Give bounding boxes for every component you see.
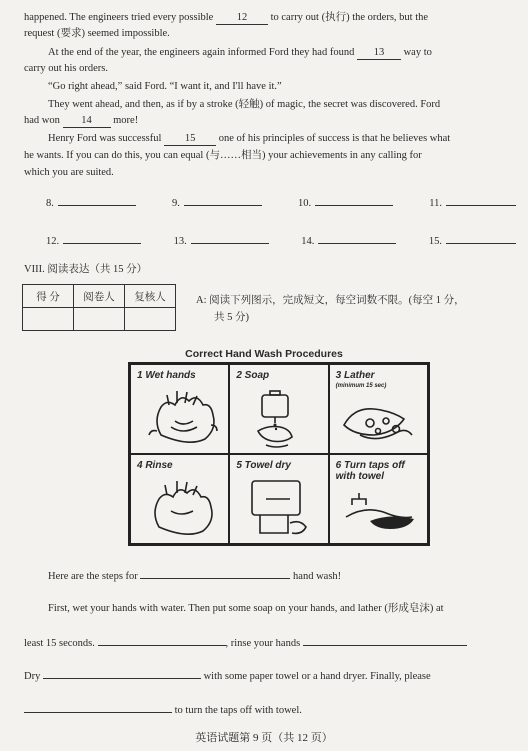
fill-line-4 [24, 669, 431, 683]
fill-blank-5[interactable] [24, 703, 172, 713]
answer-number: 8. [46, 198, 54, 209]
fill-text: with some paper towel or a hand dryer. Finally, please [203, 671, 431, 682]
score-table [22, 284, 176, 331]
passage-text: had won [24, 115, 60, 126]
answer-number: 9. [172, 198, 180, 209]
figure-title: Correct Hand Wash Procedures [185, 348, 343, 360]
blank-12: 12 [216, 11, 268, 25]
passage-text: Henry Ford was successful [48, 133, 162, 144]
blank-13: 13 [357, 46, 401, 60]
step-label: 1 Wet hands [137, 370, 196, 381]
step-turn-taps-off [329, 454, 428, 544]
answer-number: 15. [428, 236, 442, 247]
answer-row-1 [46, 196, 516, 209]
step-label: 6 Turn taps off with towel [335, 460, 405, 482]
instruction-line-2: 共 5 分) [214, 312, 249, 323]
blank-14: 14 [63, 114, 111, 128]
fill-text: to turn the taps off with towel. [174, 705, 302, 716]
passage-line-10: which you are suited. [24, 167, 114, 178]
answer-slot[interactable] [174, 234, 269, 247]
passage-line-6: They went ahead, and then, as if by a stroke (轻触) of magic, the secret was discovered. Ford [48, 99, 441, 110]
passage-line-4: carry out his orders. [24, 63, 108, 74]
score-cell[interactable] [23, 308, 74, 331]
passage-line-5: “Go right ahead,” said Ford. “I want it, and I'll have it.” [48, 81, 282, 92]
step-rinse [130, 454, 229, 544]
answer-row-2 [46, 234, 516, 247]
answer-number: 11. [429, 198, 442, 209]
answer-number: 14. [301, 236, 315, 247]
step-label-text: 3 Lather [335, 370, 375, 381]
answer-number: 10. [298, 198, 312, 209]
rinse-hands-icon [131, 455, 231, 545]
grader-cell[interactable] [74, 308, 125, 331]
passage-line-1 [24, 11, 428, 25]
answer-line[interactable] [446, 234, 516, 244]
step-towel-dry [229, 454, 328, 544]
passage-line-8 [48, 132, 450, 146]
passage-text: to carry out (执行) the orders, but the [270, 12, 429, 23]
fill-blank-4[interactable] [43, 669, 201, 679]
answer-line[interactable] [58, 196, 136, 206]
answer-number: 13. [173, 236, 187, 247]
passage-line-3 [48, 46, 432, 60]
step-wet-hands [130, 364, 229, 454]
fill-blank-3[interactable] [303, 636, 467, 646]
step-label: 5 Towel dry [236, 460, 291, 471]
passage-text: way to [403, 47, 432, 58]
answer-line[interactable] [191, 234, 269, 244]
answer-slot[interactable] [429, 234, 516, 247]
fill-line-3 [24, 636, 467, 650]
grader-header: 阅卷人 [74, 285, 125, 308]
step-note: (minimum 15 sec) [335, 383, 387, 389]
passage-text: more! [113, 115, 139, 126]
answer-line[interactable] [318, 234, 396, 244]
passage-line-9: he wants. If you can do this, you can equal (与……相当) your achievements in any calling for [24, 150, 422, 161]
passage-text: happened. The engineers tried every possible [24, 12, 214, 23]
step-soap [229, 364, 328, 454]
answer-slot[interactable] [429, 196, 516, 209]
passage-text: At the end of the year, the engineers again informed Ford they had found [48, 47, 355, 58]
section-title: VIII. 阅读表达（共 15 分） [24, 264, 148, 275]
fill-line-1 [48, 569, 341, 583]
tap-towel-icon [330, 455, 430, 545]
lather-hands-icon [330, 365, 430, 455]
reviewer-header: 复核人 [125, 285, 176, 308]
fill-blank-1[interactable] [140, 569, 290, 579]
fill-text: hand wash! [293, 571, 342, 582]
answer-slot[interactable] [301, 234, 396, 247]
fill-text: Dry [24, 671, 41, 682]
reviewer-cell[interactable] [125, 308, 176, 331]
towel-dispenser-icon [230, 455, 330, 545]
fill-text: , rinse your hands [225, 638, 301, 649]
answer-line[interactable] [315, 196, 393, 206]
page-footer: 英语试题第 9 页（共 12 页） [195, 732, 333, 744]
fill-line-2: First, wet your hands with water. Then put some soap on your hands, and lather (形成皂沫) at [48, 603, 444, 614]
answer-line[interactable] [63, 234, 141, 244]
answer-line[interactable] [446, 196, 516, 206]
wet-hands-icon [131, 365, 231, 455]
answer-slot[interactable] [46, 196, 136, 209]
step-lather [329, 364, 428, 454]
instruction-line-1: A: 阅读下列图示，完成短文，每空词数不限。(每空 1 分， [196, 295, 465, 306]
soap-dispenser-icon [230, 365, 330, 455]
passage-line-2: request (要求) seemed impossible. [24, 28, 170, 39]
answer-slot[interactable] [46, 234, 141, 247]
step-label: 2 Soap [236, 370, 270, 381]
fill-text: Here are the steps for [48, 571, 138, 582]
hand-wash-figure [128, 362, 430, 546]
answer-slot[interactable] [172, 196, 262, 209]
step-label: 4 Rinse [137, 460, 173, 471]
answer-line[interactable] [184, 196, 262, 206]
passage-text: one of his principles of success is that he believes what [218, 133, 451, 144]
fill-blank-2[interactable] [98, 636, 226, 646]
answer-slot[interactable] [298, 196, 393, 209]
answer-number: 12. [46, 236, 60, 247]
passage-line-7 [24, 114, 138, 128]
fill-text: least 15 seconds. [24, 638, 95, 649]
score-header: 得 分 [23, 285, 74, 308]
fill-line-5 [24, 703, 302, 717]
blank-15: 15 [164, 132, 216, 146]
